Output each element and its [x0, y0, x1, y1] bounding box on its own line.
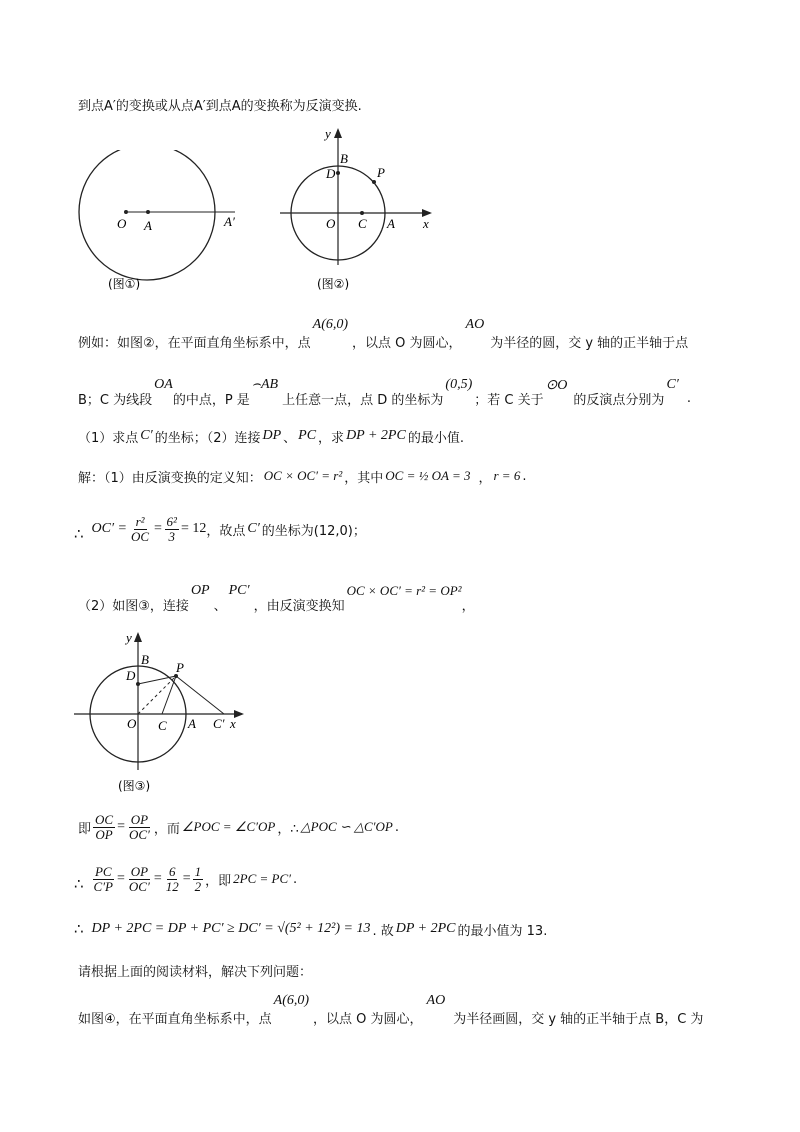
sol5-n3: 6: [168, 863, 176, 879]
sol4-text2: ，而: [153, 821, 180, 837]
solution-step-5: [74, 862, 297, 896]
q-expr: DP + 2PC: [346, 428, 406, 443]
sol3-pc-prime: PC′: [228, 583, 250, 598]
solution-step-1: [78, 460, 526, 492]
sol4-sim: △POC ∽ △C′OP: [300, 819, 393, 834]
fig3-label-c-prime: C′: [213, 716, 225, 731]
paragraph-questions: [78, 426, 464, 446]
sol1-sep: ，: [478, 470, 492, 486]
sol5-n1: PC: [94, 863, 112, 879]
fig3-label-d: D: [126, 668, 136, 683]
sol4-frac-1: [93, 813, 115, 841]
fig3-y-arrow: [134, 632, 142, 642]
p5-point-a: A(6,0): [273, 993, 310, 1008]
sol4-n1: OC: [95, 811, 114, 827]
sol3-text2: ，由反演变换知: [253, 598, 345, 614]
sol5-d1: C′P: [93, 878, 114, 894]
sol5-n2: OP: [130, 863, 149, 879]
p3-text3: 上任意一点，点 D 的坐标为: [282, 392, 444, 408]
p3-text5: 的反演点分别为: [573, 392, 665, 408]
fig2-label-o: O: [326, 216, 336, 231]
fig2-caption: (图②): [317, 277, 350, 291]
paragraph-problem: [78, 988, 703, 1028]
sol2-eq: =: [153, 521, 163, 536]
p5-ao: AO: [426, 993, 446, 1008]
fig1-point-a: [146, 210, 150, 214]
p3-text2: 的中点，P 是: [172, 392, 250, 408]
sol2-lhs: OC′ =: [91, 521, 128, 536]
paragraph-task: 请根据上面的阅读材料，解决下列问题：: [78, 965, 313, 980]
fig2-y-arrow: [334, 128, 342, 138]
p3-text6: .: [686, 390, 691, 406]
sol5-frac-2: [127, 865, 152, 893]
p3-circle-o: ⊙O: [545, 377, 568, 393]
sol4-frac-2: [127, 813, 152, 841]
p2-text2: ，以点 O 为圆心，: [352, 335, 462, 351]
sol6-expr: DP + 2PC = DP + PC′ ≥ DC′ = √(5² + 12²) = 13: [91, 921, 371, 936]
fig3-label-y: y: [126, 630, 132, 645]
p3-d-coord: (0,5): [445, 377, 473, 392]
fig3-label-b: B: [141, 652, 149, 667]
p3-arc-ab: ⌢AB: [251, 377, 279, 392]
fig2-label-x: x: [423, 216, 429, 231]
fig1-circle: [79, 150, 215, 280]
fig3-label-o: O: [127, 716, 137, 731]
sol5-d4: 2: [194, 878, 202, 894]
p3-text1: B；C 为线段: [78, 392, 153, 408]
fig1-label-a: A: [144, 218, 152, 233]
q-pc: PC: [298, 428, 317, 443]
sol2-res: = 12: [180, 521, 207, 536]
sol2-frac-1: [129, 515, 151, 543]
sol5-text: ，即: [205, 873, 232, 889]
sol6-expr2: DP + 2PC: [395, 921, 456, 936]
sol6-text1: . 故: [372, 923, 394, 939]
sol2-den1: OC: [131, 528, 150, 544]
sol4-eq: =: [117, 819, 125, 834]
sol4-end: .: [394, 819, 399, 835]
sol3-sep: 、: [213, 598, 227, 614]
p2-text1: 例如：如图②，在平面直角坐标系中，点: [78, 335, 311, 351]
sol4-d2: OC′: [128, 826, 150, 842]
sol2-text: ，故点: [206, 523, 246, 539]
q-text1: （1）求点: [78, 430, 139, 446]
sol1-text2: ，其中: [344, 470, 384, 486]
fig1-label-a-prime: A′: [224, 214, 235, 229]
sol5-frac-4: [193, 865, 204, 893]
fig2-point-p: [372, 180, 376, 184]
sol5-n4: 1: [194, 863, 202, 879]
fig3-segment-op: [138, 676, 176, 714]
sol5-d3: 12: [165, 878, 179, 894]
sol4-d1: OP: [95, 826, 113, 842]
sol4-angle: ∠POC = ∠C′OP: [181, 819, 276, 834]
fig1-point-o: [124, 210, 128, 214]
p5-text2: ，以点 O 为圆心，: [313, 1011, 423, 1027]
sol2-text2: 的坐标为(12,0)；: [261, 523, 366, 539]
fig3-segment-pc-prime: [176, 676, 224, 714]
sol3-end: ，: [461, 598, 475, 614]
fig1-caption: (图①): [108, 277, 141, 291]
fig1-label-o: O: [117, 216, 127, 231]
p3-c-prime: C′: [666, 377, 679, 392]
figure-3: [72, 628, 272, 798]
p3-text4: ；若 C 关于: [474, 392, 544, 408]
fig3-caption: (图③): [118, 779, 151, 793]
fig2-label-a: A: [387, 216, 395, 231]
sol3-eq: OC × OC′ = r² = OP²: [346, 583, 462, 598]
fig2-label-y: y: [325, 126, 331, 141]
solution-step-3: [78, 578, 475, 614]
sol6-text2: 的最小值为 13.: [457, 923, 548, 939]
sol2-therefore: ∴: [74, 525, 84, 543]
sol5-eq2: =: [153, 871, 162, 886]
sol1-text1: 解：（1）由反演变换的定义知：: [78, 470, 262, 486]
fig3-segment-pc: [162, 676, 176, 714]
sol5-d2: OC′: [128, 878, 150, 894]
solution-step-4: [78, 810, 399, 844]
sol4-n2: OP: [130, 811, 149, 827]
paragraph-intro: 到点A′的变换或从点A′到点A的变换称为反演变换.: [78, 99, 362, 114]
fig3-label-x: x: [230, 716, 236, 731]
sol2-num1: r²: [135, 513, 145, 529]
sol2-den2: 3: [168, 528, 175, 544]
fig2-point-c: [360, 211, 364, 215]
sol1-eq2: OC = ½ OA = 3: [385, 468, 471, 483]
q-c-prime: C′: [140, 428, 153, 443]
figure-2: [280, 125, 450, 295]
q-sep: 、: [283, 430, 297, 446]
fig2-label-d: D: [326, 166, 336, 181]
fig2-label-b: B: [340, 151, 348, 166]
p5-text3: 为半径画圆，交 y 轴的正半轴于点 B，C 为: [453, 1011, 704, 1027]
figure-1: [70, 150, 250, 320]
sol1-end: .: [522, 468, 527, 484]
fig2-point-d: [336, 171, 340, 175]
fig3-label-p: P: [176, 660, 184, 675]
paragraph-setup: [78, 372, 691, 408]
sol2-c-prime: C′: [247, 521, 260, 536]
p2-ao: AO: [465, 317, 485, 332]
p5-text1: 如图④，在平面直角坐标系中，点: [78, 1011, 272, 1027]
fig2-label-p: P: [377, 165, 385, 180]
sol5-end: .: [293, 871, 298, 887]
fig3-label-a: A: [188, 716, 196, 731]
p3-oa: OA: [154, 377, 173, 392]
sol2-frac-2: [165, 515, 179, 543]
sol5-eq1: =: [117, 871, 125, 886]
p2-text3: 为半径的圆，交 y 轴的正半轴于点: [490, 335, 689, 351]
sol5-expr: 2PC = PC′: [233, 871, 291, 886]
fig3-point-d: [136, 682, 140, 686]
sol1-eq3: r = 6: [493, 468, 521, 483]
sol1-eq1: OC × OC′ = r²: [263, 468, 343, 483]
solution-step-6: [74, 916, 547, 942]
sol5-eq3: =: [182, 871, 191, 886]
fig3-label-c: C: [158, 718, 167, 733]
fig3-segment-dp: [138, 676, 176, 684]
sol5-frac-1: [92, 865, 115, 893]
sol5-therefore: ∴: [74, 875, 84, 893]
q-dp: DP: [262, 428, 282, 443]
solution-step-2: [74, 512, 366, 546]
q-text4: 的最小值.: [407, 430, 464, 446]
sol6-therefore: ∴: [74, 920, 84, 938]
paragraph-example: [78, 312, 688, 352]
fig2-label-c: C: [358, 216, 367, 231]
sol3-text1: （2）如图③，连接: [78, 598, 189, 614]
p2-point-a: A(6,0): [312, 317, 349, 332]
sol3-op: OP: [190, 583, 210, 598]
sol2-num2: 6²: [166, 513, 177, 529]
sol4-text1: 即: [78, 821, 92, 837]
q-text3: ，求: [318, 430, 345, 446]
q-text2: 的坐标；（2）连接: [154, 430, 261, 446]
sol5-frac-3: [164, 865, 181, 893]
sol4-text3: ，∴: [277, 821, 299, 837]
